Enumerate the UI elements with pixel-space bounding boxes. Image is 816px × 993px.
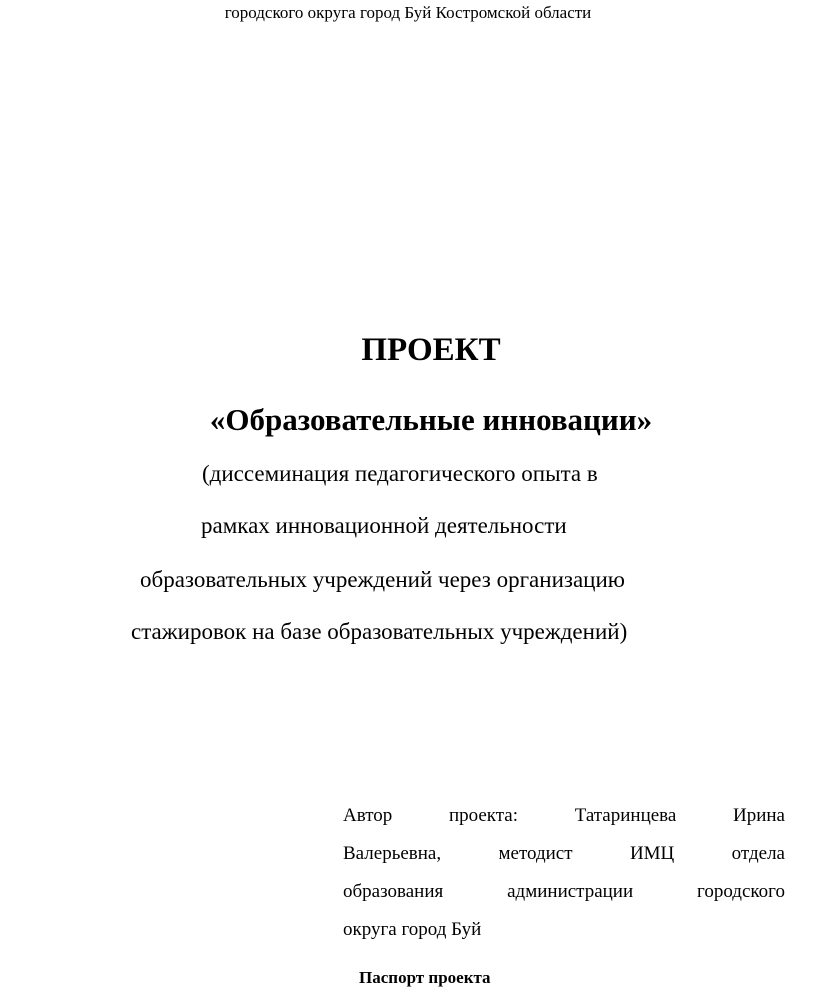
project-title: ПРОЕКТ <box>361 332 501 368</box>
description-line-3: образовательных учреждений через организацию <box>140 567 625 592</box>
description-line-4: стажировок на базе образовательных учреждений) <box>131 619 628 644</box>
author-line-1 <box>343 801 785 839</box>
section-heading-passport: Паспорт проекта <box>359 968 491 987</box>
author-word: Татаринцева <box>574 805 677 826</box>
author-word: отдела <box>731 843 785 864</box>
description-line-2: рамках инновационной деятельности <box>201 513 567 538</box>
author-block <box>343 801 785 953</box>
author-word: проекта: <box>448 805 519 826</box>
author-word: ИМЦ <box>629 843 675 864</box>
description-line-1: (диссеминация педагогического опыта в <box>202 461 598 486</box>
author-word: Валерьевна, <box>343 843 442 864</box>
author-word: Автор <box>343 805 393 826</box>
author-line-2 <box>343 839 785 877</box>
author-word: округа город Буй <box>343 919 482 940</box>
author-line-3 <box>343 877 785 915</box>
author-word: администрации <box>507 881 634 902</box>
author-word: городского <box>697 881 785 902</box>
author-word: образования <box>343 881 444 902</box>
author-word: Ирина <box>733 805 785 826</box>
project-subtitle: «Образовательные инновации» <box>209 402 653 437</box>
header-organization-line: городского округа город Буй Костромской области <box>224 3 592 22</box>
author-word: методист <box>498 843 573 864</box>
author-line-4 <box>343 915 785 953</box>
